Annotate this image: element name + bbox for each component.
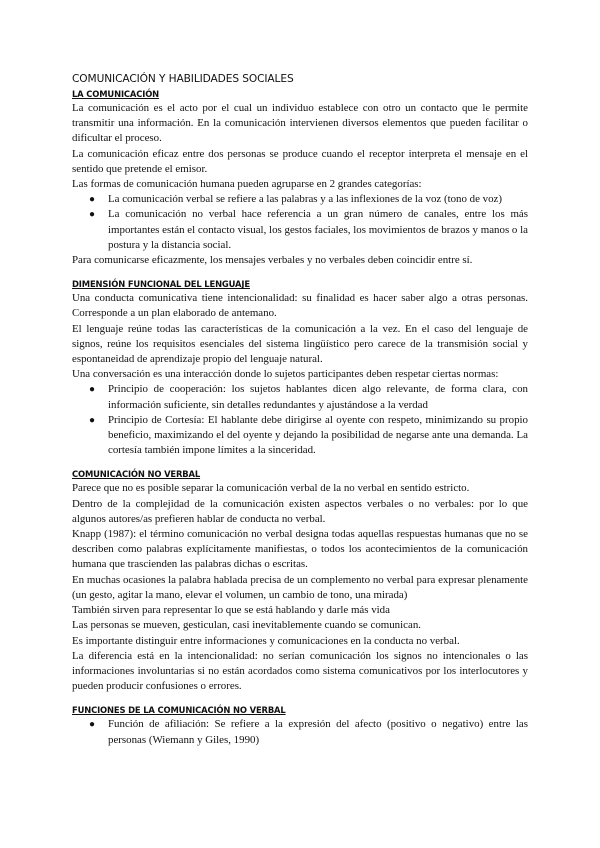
list-item-text: La comunicación no verbal hace referencia a un gran número de canales, entre los más importantes están el contacto visual, los gestos faciales, los movimientos de brazos y manos o la postura y la distancia social.	[108, 208, 528, 251]
section-heading: DIMENSIÓN FUNCIONAL DEL LENGUAJE	[72, 279, 250, 290]
paragraph: La comunicación es el acto por el cual un individuo establece con otro un contacto que le permite transmitir una información. En la comunicación intervienen diversos elementos que pueden facilitar o dificultar el proceso.	[72, 102, 528, 145]
section-heading: LA COMUNICACIÓN	[72, 89, 160, 99]
paragraph: La comunicación eficaz entre dos personas se produce cuando el receptor interpreta el mensaje en el sentido que pretende el emisor.	[72, 147, 528, 175]
paragraph: El lenguaje reúne todas las características de la comunicación a la vez. En el caso del lenguaje de signos, reúne los requisitos esenciales del sistema lingüístico pero carece de la transmisión social y espontaneidad de aprendizaje propio del lenguaje natural.	[72, 322, 528, 366]
section-la-comunicacion	[72, 88, 528, 268]
list-item	[89, 192, 528, 207]
bullet-icon: ●	[89, 719, 96, 731]
list-item	[89, 382, 528, 412]
paragraph: Las personas se mueven, gesticulan, casi inevitablemente cuando se comunican.	[72, 619, 421, 632]
document-title: COMUNICACIÓN Y HABILIDADES SOCIALES	[72, 73, 294, 85]
list-item-text: Principio de Cortesía: El hablante debe dirigirse al oyente con respeto, minimizando su propio beneficio, maximizando el del oyente y dejando la posibilidad de negarse ante una demanda. La cortesía también impone límites a la sinceridad.	[108, 413, 528, 457]
paragraph: En muchas ocasiones la palabra hablada precisa de un complemento no verbal para expresar plenamente (un gesto, agitar la mano, elevar el volumen, un cambio de tono, una mirada)	[72, 573, 528, 601]
section-heading: COMUNICACIÓN NO VERBAL	[72, 469, 201, 480]
paragraph: Para comunicarse eficazmente, los mensajes verbales y no verbales deben coincidir entre sí.	[72, 254, 473, 267]
list-item	[89, 413, 528, 459]
list-item-text: La comunicación verbal se refiere a las palabras y a las inflexiones de la voz (tono de voz)	[108, 193, 503, 206]
bullet-list	[72, 717, 528, 747]
paragraph: También sirven para representar lo que se está hablando y darle más vida	[72, 604, 390, 617]
paragraph: Dentro de la complejidad de la comunicación existen aspectos verbales o no verbales: por lo que algunos autores/as prefieren hablar de conducta no verbal.	[72, 497, 528, 525]
paragraph: Es importante distinguir entre informaciones y comunicaciones en la conducta no verbal.	[72, 634, 460, 647]
list-item	[89, 207, 528, 253]
bullet-list	[72, 382, 528, 458]
list-item-text: Función de afiliación: Se refiere a la expresión del afecto (positivo o negativo) entre las personas (Wiemann y Giles, 1990)	[108, 718, 528, 746]
document-page	[72, 72, 528, 748]
section-heading: FUNCIONES DE LA COMUNICACIÓN NO VERBAL	[72, 705, 286, 716]
bullet-icon: ●	[89, 209, 96, 221]
section-dimension-funcional	[72, 278, 528, 458]
paragraph: Parece que no es posible separar la comunicación verbal de la no verbal en sentido estricto.	[72, 482, 470, 495]
paragraph: Una conducta comunicativa tiene intencionalidad: su finalidad es hacer saber algo a otras personas. Corresponde a un plan elaborado de antemano.	[72, 292, 528, 320]
list-item	[89, 717, 528, 747]
section-funciones-comunicacion-no-verbal	[72, 704, 528, 747]
paragraph: Knapp (1987): el término comunicación no verbal designa todas aquellas respuestas humanas que no se describen como palabras explícitamente manifiestas, o todos los acontecimientos de la comunicación humana que trascienden las palabras dichas o escritas.	[72, 528, 528, 571]
bullet-icon: ●	[89, 194, 96, 206]
list-item-text: Principio de cooperación: los sujetos hablantes dicen algo relevante, de forma clara, con información suficiente, sin detalles redundantes y ajustándose a la verdad	[108, 383, 528, 411]
paragraph: Las formas de comunicación humana pueden agruparse en 2 grandes categorías:	[72, 178, 422, 191]
bullet-list	[72, 192, 528, 253]
bullet-icon: ●	[89, 414, 96, 426]
bullet-icon: ●	[89, 384, 96, 396]
paragraph: Una conversación es una interacción donde lo sujetos participantes deben respetar ciertas normas:	[72, 368, 499, 381]
paragraph: La diferencia está en la intencionalidad: no serían comunicación los signos no intencionales o las informaciones involuntarias si no están acordados como sistema comunicativos por los interlocutores y pueden producir confusiones o errores.	[72, 649, 528, 693]
section-comunicacion-no-verbal	[72, 468, 528, 694]
